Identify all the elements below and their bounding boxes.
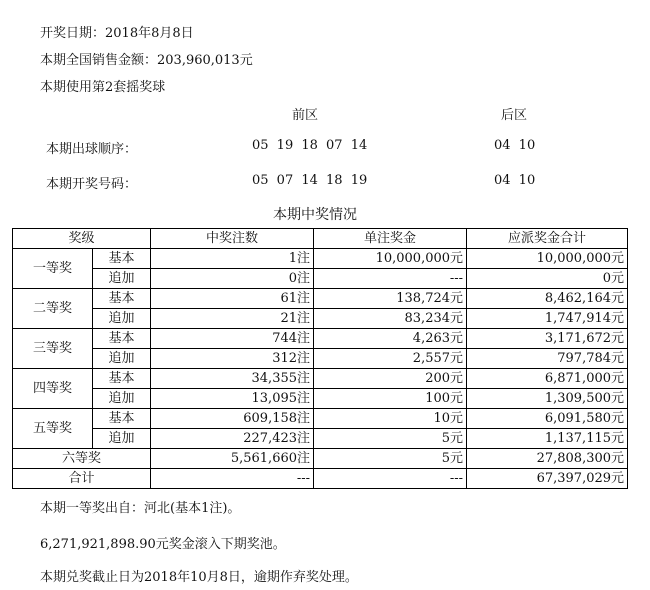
- table-row: [13, 409, 628, 429]
- winner-origin: 本期一等奖出自：河北(基本1注)。: [40, 501, 241, 516]
- winner-count: 5,561,660注: [151, 449, 314, 469]
- winner-count: 1注: [151, 249, 314, 269]
- bet-type: 基本: [93, 249, 151, 269]
- draw-order-back: 04 10: [494, 138, 536, 153]
- total-prize: 0元: [467, 269, 628, 289]
- rollover-note: 6,271,921,898.90元奖金滚入下期奖池。: [40, 537, 286, 552]
- table-header-row: [13, 229, 628, 249]
- table-row: [13, 329, 628, 349]
- total-prize: 797,784元: [467, 349, 628, 369]
- winner-count: 312注: [151, 349, 314, 369]
- unit-prize: 5元: [314, 429, 467, 449]
- unit-prize: ---: [314, 269, 467, 289]
- claim-deadline: 本期兑奖截止日为2018年10月8日，逾期作弃奖处理。: [40, 570, 358, 585]
- winning-number-front: 05 07 14 18 19: [252, 173, 368, 188]
- winner-count: 227,423注: [151, 429, 314, 449]
- table-row: [13, 289, 628, 309]
- unit-prize: 100元: [314, 389, 467, 409]
- bet-type: 追加: [93, 269, 151, 289]
- table-row: [13, 349, 628, 369]
- bet-type: 追加: [93, 389, 151, 409]
- winner-count: 13,095注: [151, 389, 314, 409]
- ball-set-info: 本期使用第2套摇奖球: [40, 80, 166, 95]
- unit-prize: 4,263元: [314, 329, 467, 349]
- table-row: [13, 249, 628, 269]
- front-zone-header: 前区: [292, 108, 319, 123]
- total-prize: 1,747,914元: [467, 309, 628, 329]
- prize-level: 六等奖: [13, 449, 151, 469]
- winner-count: 0注: [151, 269, 314, 289]
- table-row: [13, 429, 628, 449]
- total-prize: 1,137,115元: [467, 429, 628, 449]
- sum-label: 合计: [13, 469, 151, 489]
- winner-count: 609,158注: [151, 409, 314, 429]
- prize-level: 四等奖: [13, 369, 93, 409]
- unit-prize: 138,724元: [314, 289, 467, 309]
- bet-type: 基本: [93, 329, 151, 349]
- total-prize: 6,091,580元: [467, 409, 628, 429]
- winner-count: 61注: [151, 289, 314, 309]
- header-prize: 单注奖金: [314, 229, 467, 249]
- prize-level: 五等奖: [13, 409, 93, 449]
- prize-table: [12, 228, 628, 489]
- bet-type: 基本: [93, 409, 151, 429]
- unit-prize: 2,557元: [314, 349, 467, 369]
- table-row: [13, 369, 628, 389]
- table-row-sixth: [13, 449, 628, 469]
- bet-type: 追加: [93, 309, 151, 329]
- bet-type: 基本: [93, 289, 151, 309]
- sum-count: ---: [151, 469, 314, 489]
- total-prize: 27,808,300元: [467, 449, 628, 469]
- unit-prize: 10元: [314, 409, 467, 429]
- header-count: 中奖注数: [151, 229, 314, 249]
- prize-table-title: 本期中奖情况: [273, 207, 357, 223]
- total-prize: 6,871,000元: [467, 369, 628, 389]
- unit-prize: 83,234元: [314, 309, 467, 329]
- total-prize: 1,309,500元: [467, 389, 628, 409]
- winner-count: 34,355注: [151, 369, 314, 389]
- winner-count: 21注: [151, 309, 314, 329]
- prize-level: 二等奖: [13, 289, 93, 329]
- table-row: [13, 389, 628, 409]
- bet-type: 追加: [93, 429, 151, 449]
- header-level: 奖级: [13, 229, 151, 249]
- draw-order-front: 05 19 18 07 14: [252, 138, 368, 153]
- draw-date: 开奖日期：2018年8月8日: [40, 26, 194, 41]
- table-row: [13, 309, 628, 329]
- winner-count: 744注: [151, 329, 314, 349]
- header-total: 应派奖金合计: [467, 229, 628, 249]
- winning-number-back: 04 10: [494, 173, 536, 188]
- back-zone-header: 后区: [501, 108, 528, 123]
- bet-type: 追加: [93, 349, 151, 369]
- winning-number-label: 本期开奖号码：: [46, 177, 138, 192]
- bet-type: 基本: [93, 369, 151, 389]
- table-row: [13, 269, 628, 289]
- sum-total: 67,397,029元: [467, 469, 628, 489]
- total-prize: 3,171,672元: [467, 329, 628, 349]
- total-prize: 8,462,164元: [467, 289, 628, 309]
- unit-prize: 200元: [314, 369, 467, 389]
- sales-amount: 本期全国销售金额：203,960,013元: [40, 53, 253, 68]
- unit-prize: 10,000,000元: [314, 249, 467, 269]
- total-prize: 10,000,000元: [467, 249, 628, 269]
- table-row-sum: [13, 469, 628, 489]
- prize-level: 三等奖: [13, 329, 93, 369]
- sum-prize: ---: [314, 469, 467, 489]
- draw-order-label: 本期出球顺序：: [46, 142, 138, 157]
- prize-level: 一等奖: [13, 249, 93, 289]
- unit-prize: 5元: [314, 449, 467, 469]
